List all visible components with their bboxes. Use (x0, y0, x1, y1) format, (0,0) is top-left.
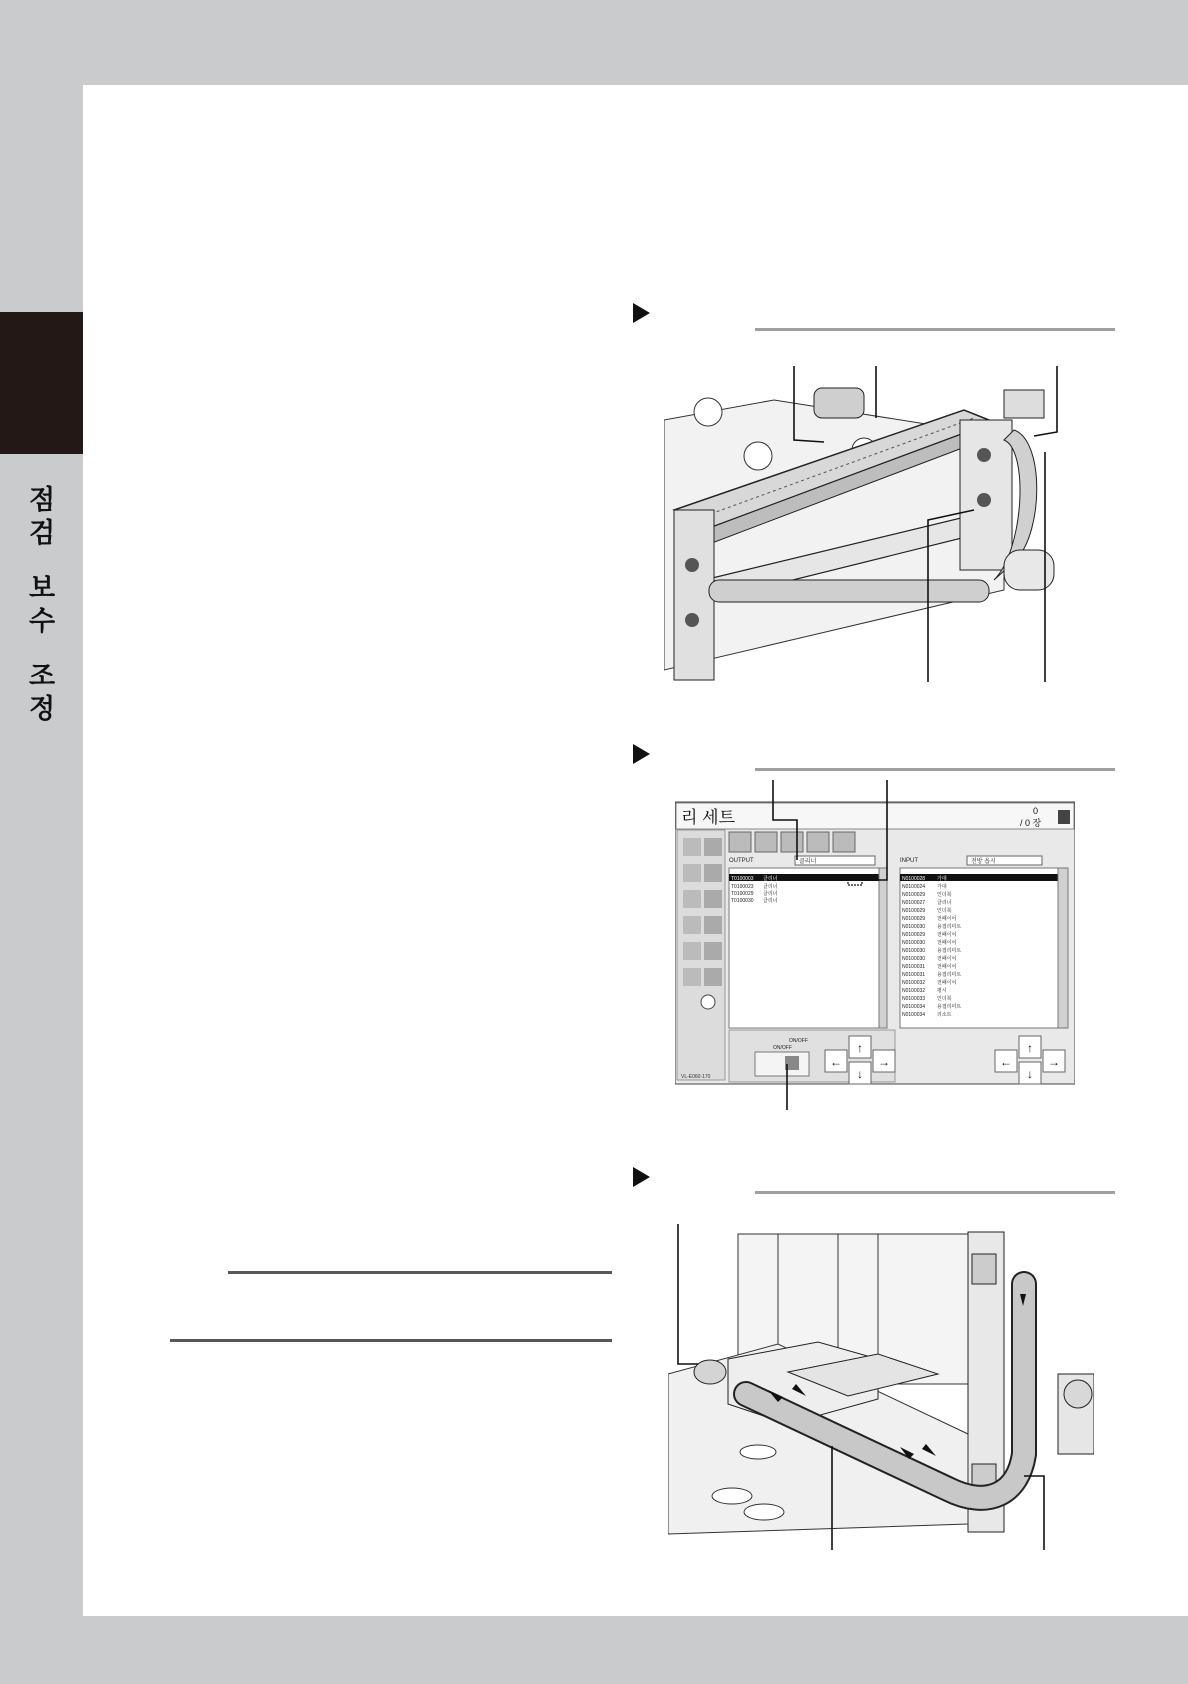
right-row-5-name: 인더북 (937, 908, 952, 914)
right-row-2: N0100024 (902, 884, 926, 890)
left-row-1-name: 클리너 (763, 876, 778, 882)
note-top-rule (228, 1271, 612, 1274)
panel-counter-top: 0 (1033, 806, 1039, 816)
right-row-3: N0100029 (902, 892, 926, 898)
right-row-4: N0100027 (902, 900, 926, 906)
left-row-4: T0100030 (731, 898, 754, 904)
side-label-line-2: 보수 (28, 573, 56, 637)
section-2-rule (755, 768, 1115, 771)
right-row-18: N0100034 (902, 1012, 926, 1018)
right-row-15-name: 평시 (937, 988, 947, 994)
right-row-7-name: 용접리미트 (937, 924, 962, 930)
right-row-13: N0100031 (902, 972, 926, 978)
right-row-7: N0100030 (902, 924, 926, 930)
right-row-14-name: 전폐이어 (937, 980, 957, 986)
right-row-6-name: 전폐이어 (937, 916, 957, 922)
section-1-marker-icon (633, 303, 650, 323)
right-row-1-name: 가대 (937, 876, 947, 882)
left-row-2: T0100023 (731, 884, 754, 890)
left-row-2-name: 클리너 (763, 884, 778, 890)
note-bottom-rule (170, 1339, 612, 1342)
figure-1-machine-assembly (664, 360, 1094, 682)
right-row-16-name: 인더북 (937, 996, 952, 1002)
right-row-8: N0100029 (902, 932, 926, 938)
left-row-1: T0100003 (731, 876, 754, 882)
side-label-line-3: 조정 (28, 661, 56, 725)
svg-text:←: ← (1000, 1055, 1012, 1069)
left-row-3-name: 클리너 (763, 891, 778, 897)
svg-text:↓: ↓ (1027, 1067, 1033, 1081)
figure-2-touch-panel-screen (675, 780, 1075, 1110)
right-row-12: N0100031 (902, 964, 926, 970)
section-3-rule (755, 1191, 1115, 1194)
svg-text:↑: ↑ (857, 1041, 863, 1055)
right-row-15: N0100032 (902, 988, 926, 994)
section-1-rule (755, 328, 1115, 331)
right-row-14: N0100032 (902, 980, 926, 986)
figure-3-hose-assembly (668, 1224, 1094, 1550)
chapter-side-label (20, 484, 64, 726)
right-row-9: N0100030 (902, 940, 926, 946)
chapter-tab (0, 312, 83, 454)
right-row-17: N0100034 (902, 1004, 926, 1010)
input-label: INPUT (900, 858, 918, 864)
right-row-5: N0100029 (902, 908, 926, 914)
left-row-3: T0100029 (731, 891, 754, 897)
right-row-10: N0100030 (902, 948, 926, 954)
output-label: OUTPUT (729, 858, 754, 864)
left-row-4-name: 클리너 (763, 898, 778, 904)
right-row-8-name: 전폐이어 (937, 932, 957, 938)
right-row-1: N0100028 (902, 876, 926, 882)
on-off2-label: ON/OFF (789, 1038, 808, 1044)
right-row-9-name: 전폐이어 (937, 940, 957, 946)
on-off-label: ON/OFF (773, 1045, 792, 1051)
right-row-11-name: 전폐이어 (937, 956, 957, 962)
input-select: 전방 옵시 (971, 859, 996, 865)
right-row-10-name: 용접리미트 (937, 948, 962, 954)
right-row-13-name: 용접리미트 (937, 972, 962, 978)
svg-text:→: → (1048, 1055, 1060, 1069)
svg-text:←: ← (830, 1055, 842, 1069)
right-row-18-name: 리소트 (937, 1012, 952, 1018)
right-row-11: N0100030 (902, 956, 926, 962)
side-label-line-1: 점검 (28, 485, 56, 549)
panel-bottom-left-label: VL-E060-170 (681, 1074, 711, 1080)
right-row-12-name: 전폐이어 (937, 964, 957, 970)
right-row-4-name: 클리너 (937, 900, 952, 906)
right-row-17-name: 용접리미트 (937, 1004, 962, 1010)
svg-text:↑: ↑ (1027, 1041, 1033, 1055)
section-3-marker-icon (633, 1167, 650, 1187)
right-row-3-name: 인더북 (937, 892, 952, 898)
right-row-16: N0100033 (902, 996, 926, 1002)
section-2-marker-icon (633, 744, 650, 764)
panel-counter-bottom: / 0 장 (1020, 818, 1042, 828)
right-row-6: N0100029 (902, 916, 926, 922)
svg-text:→: → (878, 1055, 890, 1069)
right-row-2-name: 가대 (937, 884, 947, 890)
panel-title: 리 세트 (681, 808, 735, 827)
output-select: 클리너 (799, 859, 817, 865)
svg-text:↓: ↓ (857, 1067, 863, 1081)
